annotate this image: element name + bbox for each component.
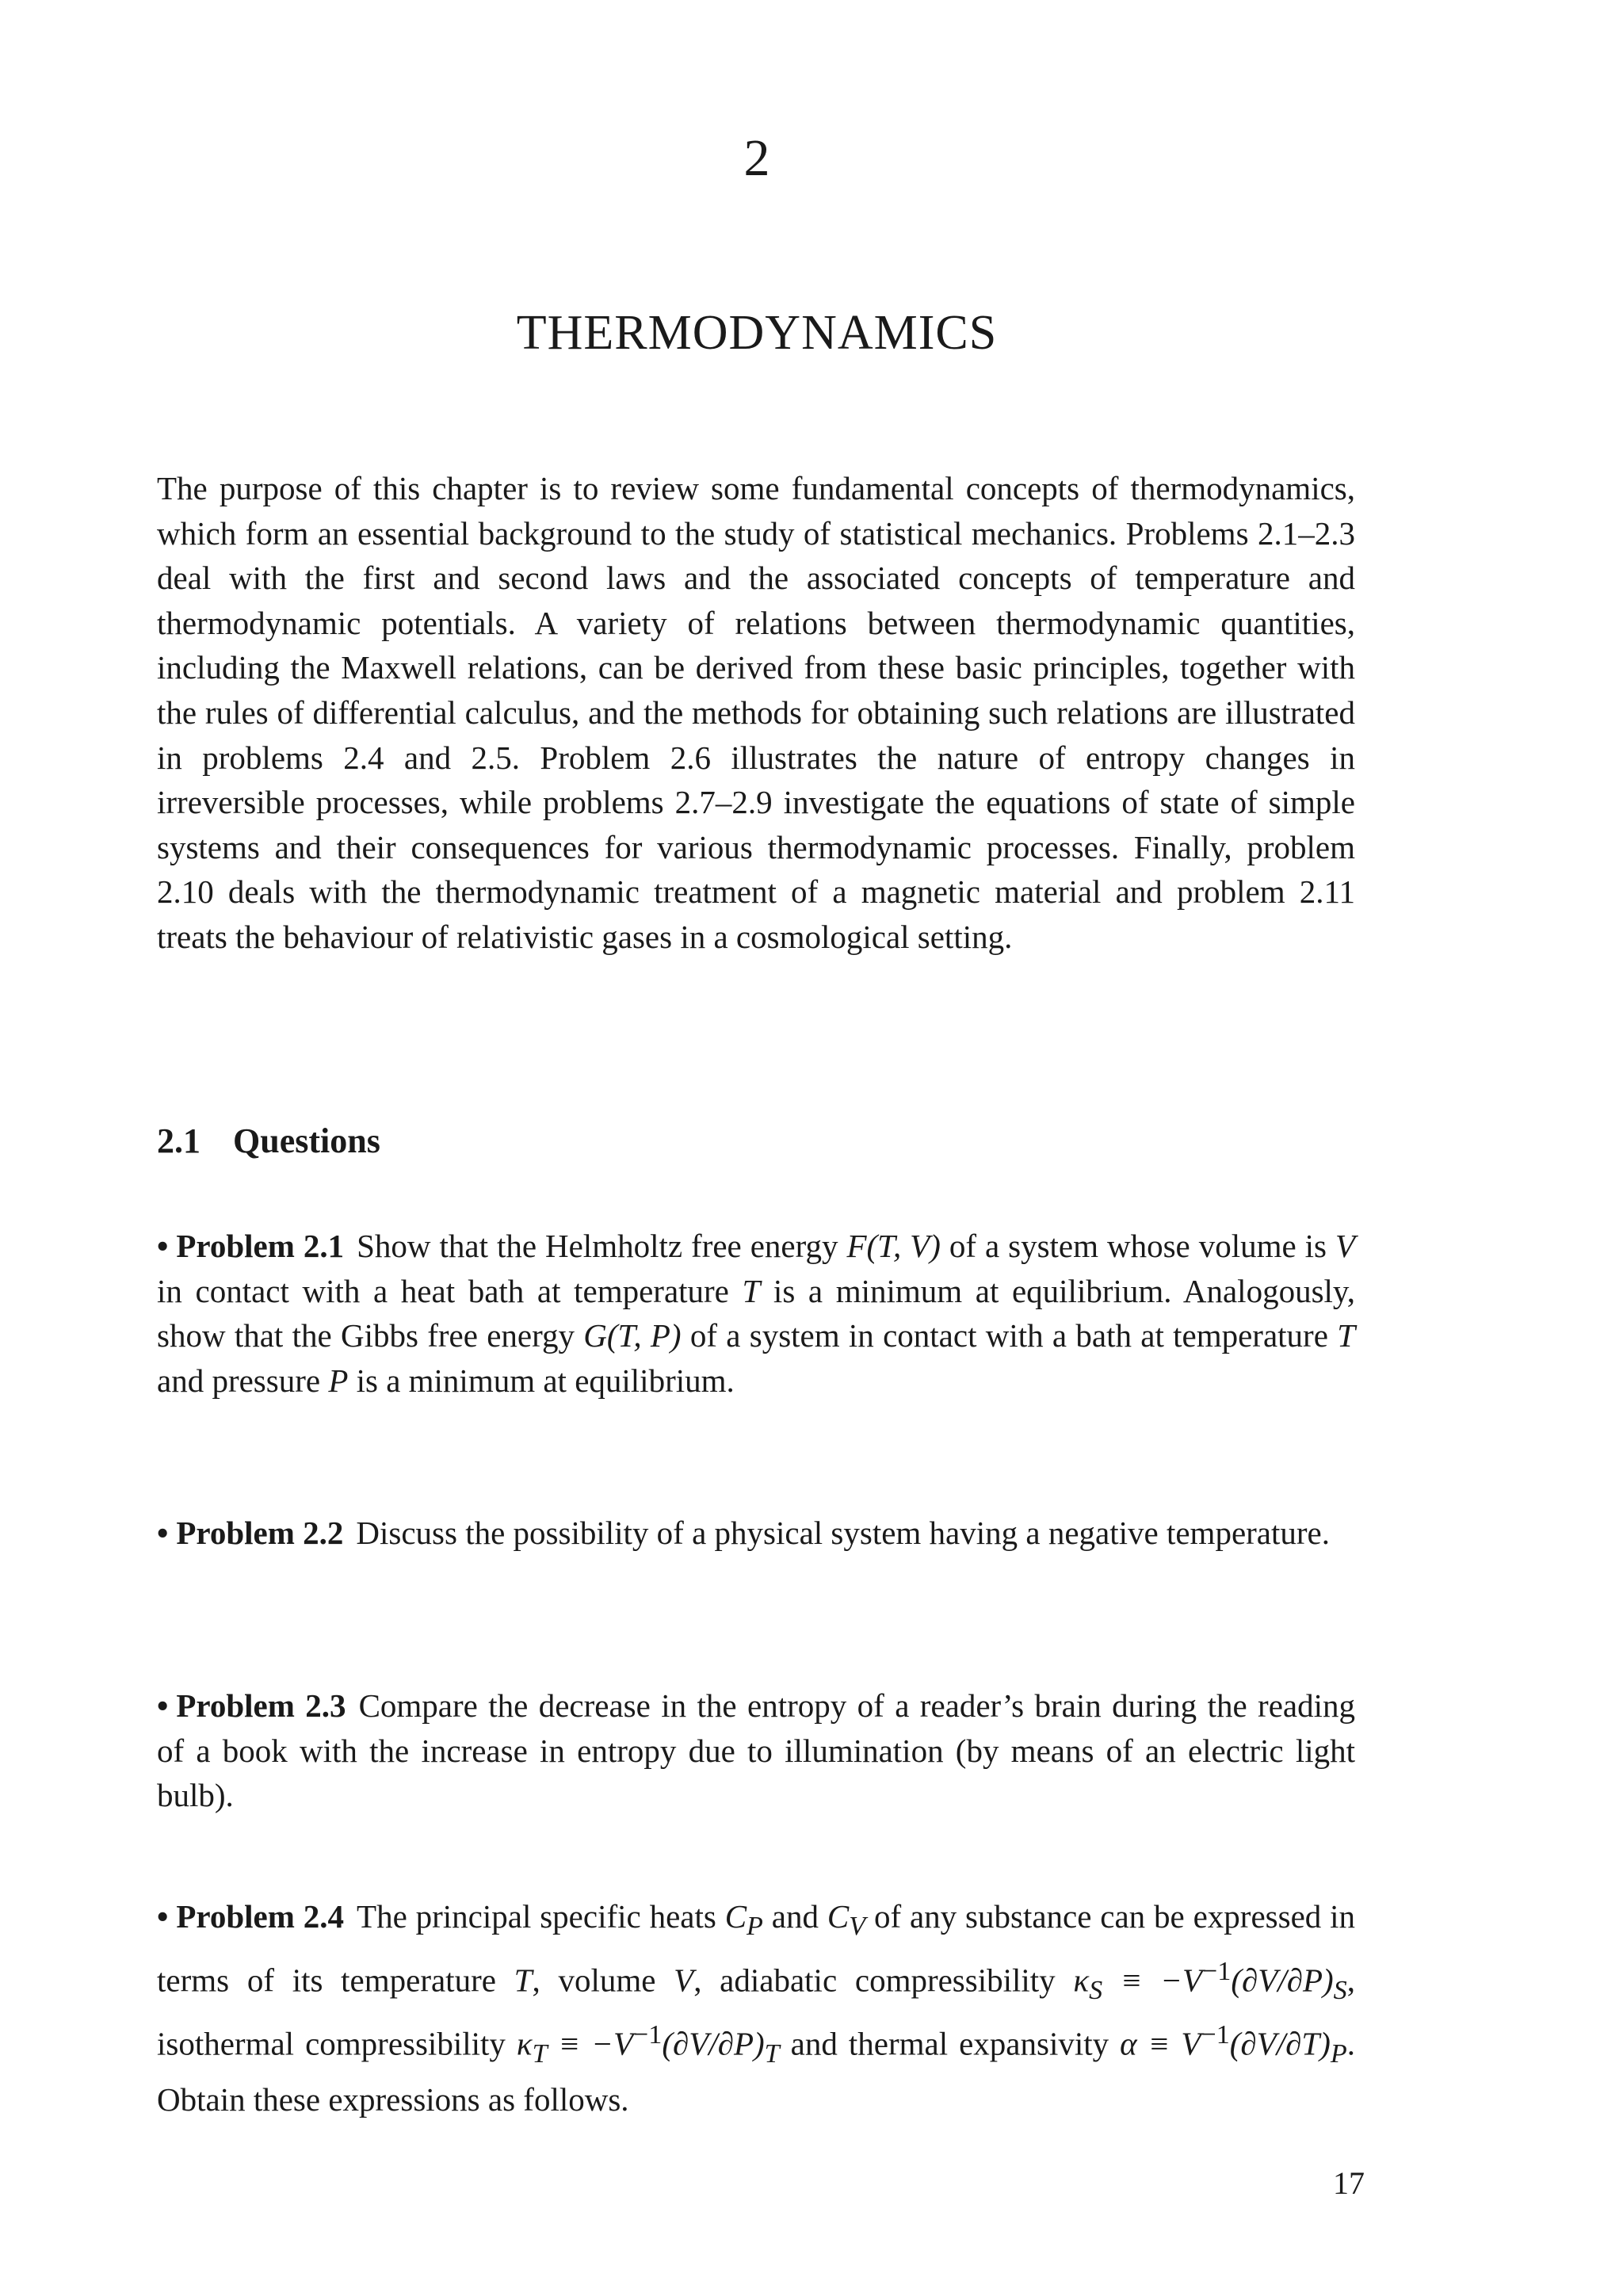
problem-2-3 [157, 1683, 1355, 1818]
math-expr: α [1120, 2025, 1137, 2062]
math-superscript: −1 [1201, 2020, 1230, 2050]
problem-2-1 [157, 1224, 1355, 1403]
problem-text: , isothermal compressibility [157, 1962, 1355, 2062]
problem-text: and thermal expansivity [779, 2025, 1121, 2062]
bullet-icon: • [157, 1228, 169, 1264]
problem-label: Problem 2.2 [176, 1515, 344, 1551]
problem-text: of any substance can be expressed in terms of its temperature [157, 1898, 1356, 1999]
math-subscript: S [1333, 1975, 1347, 2005]
problem-text: is a minimum at equilibrium. [348, 1362, 735, 1399]
problem-text: Discuss the possibility of a physical system having a negative temperature. [356, 1515, 1330, 1551]
math-expr: P [328, 1362, 349, 1399]
problem-text: , volume [532, 1962, 674, 1999]
math-superscript: −1 [633, 2020, 663, 2050]
math-subscript: S [1089, 1975, 1103, 2005]
math-expr: G(T, P) [583, 1317, 682, 1354]
problem-2-4 [157, 1894, 1355, 2122]
math-expr: ≡ V [1136, 2025, 1201, 2062]
problem-text: Compare the decrease in the entropy of a reader’s brain during the reading of a book with the increase in entropy due to illumination (by means of an electric light bulb). [157, 1687, 1355, 1814]
problem-text: The principal specific heats [357, 1898, 725, 1935]
math-superscript: −1 [1202, 1956, 1232, 1986]
math-expr: T [1337, 1317, 1355, 1354]
bullet-icon: • [157, 1898, 169, 1935]
math-expr: T [514, 1962, 533, 1999]
bullet-icon: • [157, 1687, 169, 1724]
problem-text: in contact with a heat bath at temperature [157, 1272, 743, 1309]
problem-text: of a system in contact with a bath at temperature [681, 1317, 1338, 1354]
section-number: 2.1 [157, 1121, 200, 1160]
section-heading [157, 1117, 380, 1165]
problem-text: . Obtain these expressions as follows. [157, 2025, 1355, 2118]
math-expr: ≡ −V [547, 2025, 633, 2062]
math-subscript: T [532, 2039, 548, 2069]
page-number: 17 [1333, 2165, 1365, 2201]
math-expr: (∂V/∂T) [1229, 2025, 1331, 2062]
math-subscript: P [747, 1912, 763, 1942]
bullet-icon: • [157, 1515, 169, 1551]
problem-label: Problem 2.3 [176, 1687, 346, 1724]
problem-text: and pressure [157, 1362, 329, 1399]
intro-paragraph: The purpose of this chapter is to review some fundamental concepts of thermodynamics, which form an essential background to the study of statistical mechanics. Problems 2.1–2.3 deal with the first and second laws and the associated concepts of temperature and thermodynamic potentials. A variety of relations between thermodynamic quantities, including the Maxwell relations, can be derived from these basic principles, together with the rules of differential calculus, and the methods for obtaining such relations are illustrated in problems 2.4 and 2.5. Problem 2.6 illustrates the nature of entropy changes in irreversible processes, while problems 2.7–2.9 investigate the equations of state of simple systems and their consequences for various thermodynamic processes. Finally, problem 2.10 deals with the thermodynamic treatment of a magnetic material and problem 2.11 treats the behaviour of relativistic gases in a cosmological setting. [157, 470, 1355, 955]
math-expr: V [674, 1962, 694, 1999]
problem-2-2 [157, 1511, 1355, 1556]
chapter-number: 2 [743, 129, 770, 187]
problem-label: Problem 2.4 [176, 1898, 345, 1935]
math-expr: F(T, V) [846, 1228, 941, 1264]
math-expr: C [827, 1898, 850, 1935]
chapter-title: THERMODYNAMICS [516, 306, 998, 360]
math-expr: T [742, 1272, 761, 1309]
math-subscript: T [764, 2039, 780, 2069]
math-expr: ≡ −V [1102, 1962, 1202, 1999]
math-subscript: P [1330, 2039, 1347, 2069]
math-expr: κ [1073, 1962, 1090, 1999]
math-expr: C [724, 1898, 747, 1935]
problem-text: is a minimum at equilibrium. Analogously, show that the Gibbs free energy [157, 1272, 1356, 1354]
math-expr: V [1335, 1228, 1355, 1264]
problem-label: Problem 2.1 [176, 1228, 345, 1264]
math-expr: (∂V/∂P) [662, 2025, 765, 2062]
math-expr: κ [516, 2025, 533, 2062]
problem-text: and [762, 1898, 827, 1935]
math-expr: (∂V/∂P) [1231, 1962, 1334, 1999]
math-subscript: V [849, 1912, 866, 1942]
problem-text: , adiabatic compressibility [693, 1962, 1074, 1999]
problem-text: of a system whose volume is [940, 1228, 1335, 1264]
section-title: Questions [233, 1121, 380, 1160]
problem-text: Show that the Helmholtz free energy [357, 1228, 847, 1264]
